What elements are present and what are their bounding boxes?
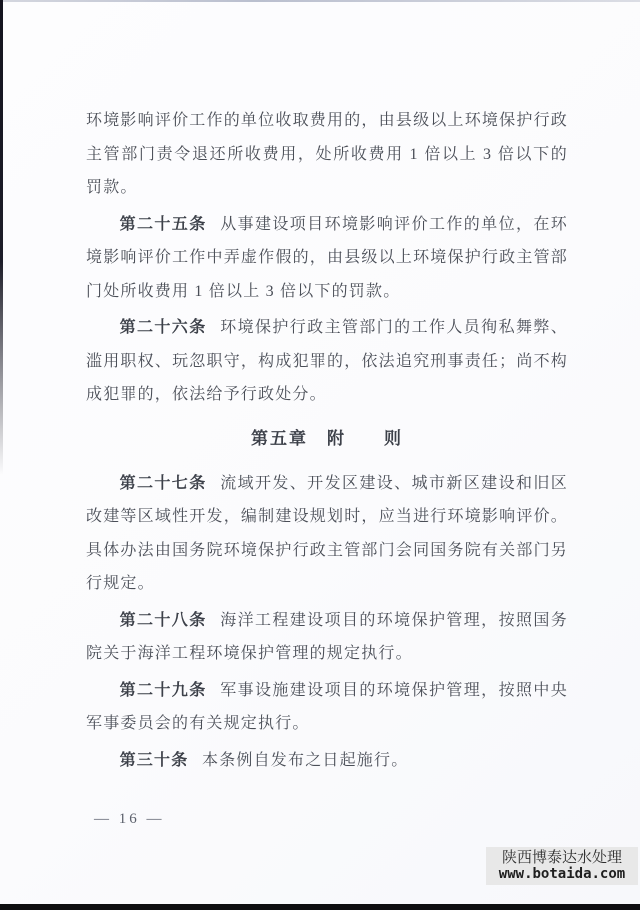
paragraph-text: 海洋工程建设项目的环境保护管理，按照国务院关于海洋工程环境保护管理的规定执行。 <box>86 611 568 662</box>
paragraph <box>86 104 568 205</box>
paragraph-text: 环境影响评价工作的单位收取费用的，由县级以上环境保护行政主管部门责令退还所收费用，处所收费用 1 倍以上 3 倍以下的罚款。 <box>86 112 568 196</box>
article-number: 第二十六条 <box>119 319 207 336</box>
paragraph <box>86 208 568 309</box>
paragraph <box>86 604 568 671</box>
paragraph-text: 流域开发、开发区建设、城市新区建设和旧区改建等区域性开发，编制建设规划时，应当进行环境影响评价。具体办法由国务院环境保护行政主管部门会同国务院有关部门另行规定。 <box>86 474 568 592</box>
paragraph <box>86 674 568 741</box>
paragraph <box>86 744 568 778</box>
article-number: 第三十条 <box>119 751 189 769</box>
paragraph-text: 环境保护行政主管部门的工作人员徇私舞弊、滥用职权、玩忽职守，构成犯罪的，依法追究刑事责任；尚不构成犯罪的，依法给予行政处分。 <box>86 319 568 403</box>
watermark <box>486 847 638 885</box>
paragraph-text: 军事设施建设项目的环境保护管理，按照中央军事委员会的有关规定执行。 <box>86 681 568 732</box>
paragraph-text: 从事建设项目环境影响评价工作的单位，在环境影响评价工作中弄虚作假的，由县级以上环境保护行政主管部门处所收费用 1 倍以上 3 倍以下的罚款。 <box>86 215 568 300</box>
scan-edge-bottom <box>0 904 640 910</box>
paragraph <box>86 467 568 601</box>
chapter-heading: 第五章 附 则 <box>251 428 403 448</box>
paragraph-text: 本条例自发布之日起施行。 <box>202 751 409 769</box>
watermark-url: www.botaida.com <box>498 866 626 882</box>
page-number: — 16 — <box>94 811 165 827</box>
document-body <box>86 104 568 780</box>
paragraph <box>86 311 568 412</box>
article-number: 第二十五条 <box>119 215 207 233</box>
article-number: 第二十九条 <box>119 681 207 699</box>
scan-edge-top <box>0 0 640 2</box>
watermark-company: 陕西博泰达水处理 <box>501 849 622 866</box>
article-number: 第二十七条 <box>119 474 207 492</box>
scan-edge-left <box>0 0 3 475</box>
article-number: 第二十八条 <box>119 611 207 629</box>
